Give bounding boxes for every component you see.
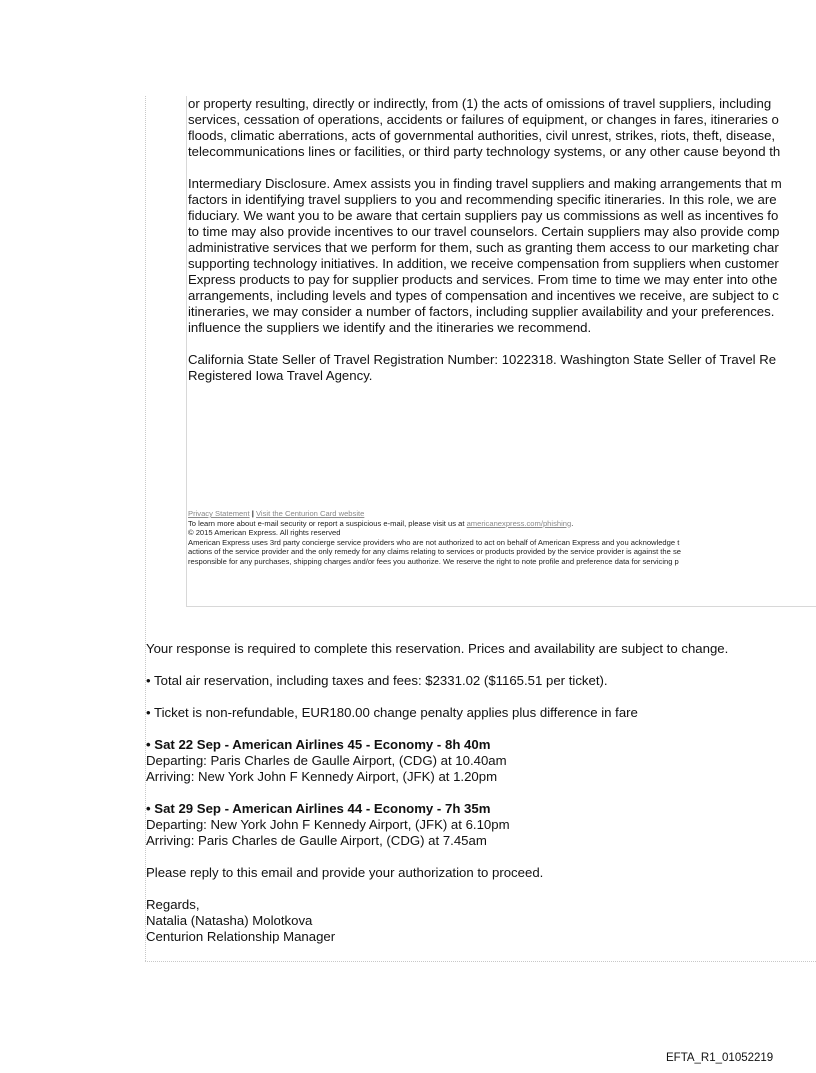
- copyright-notice: © 2015 American Express. All rights reserved: [188, 528, 341, 538]
- outbound-arriving: Arriving: New York John F Kennedy Airport, (JFK) at 1.20pm: [146, 769, 498, 784]
- document-id: EFTA_R1_01052219: [666, 1052, 774, 1064]
- text-line: to time may also provide incentives to our travel counselors. Certain suppliers may also provide comp: [188, 224, 780, 239]
- text-line: fiduciary. We want you to be aware that certain suppliers pay us commissions as well as incentives fo: [188, 208, 779, 223]
- security-notice: [188, 519, 816, 529]
- text-line: arrangements, including levels and types of compensation and incentives we receive, are subject to c: [188, 288, 779, 303]
- signature: [146, 897, 816, 945]
- link-separator: |: [251, 509, 254, 518]
- text-line: Registered Iowa Travel Agency.: [188, 368, 373, 383]
- seller-of-travel-paragraph: [188, 352, 816, 384]
- text-line: factors in identifying travel suppliers to you and recommending specific itineraries. In this role, we are: [188, 192, 777, 207]
- text-line: administrative services that we perform for them, such as granting them access to our marketing char: [188, 240, 779, 255]
- text-line: itineraries, we may consider a number of factors, including supplier availability and your preferences.: [188, 304, 775, 319]
- footer-links: [188, 509, 816, 519]
- security-notice-text: To learn more about e-mail security or report a suspicious e-mail, please visit us at: [188, 518, 467, 528]
- signoff: Regards,: [146, 897, 200, 912]
- return-departing: Departing: New York John F Kennedy Airport, (JFK) at 6.10pm: [146, 817, 510, 832]
- text-line: or property resulting, directly or indirectly, from (1) the acts of omissions of travel suppliers, including: [188, 96, 772, 111]
- text-line: Intermediary Disclosure. Amex assists you in finding travel suppliers and making arrangements that m: [188, 176, 782, 191]
- liability-paragraph: [188, 96, 816, 160]
- intro-text: Your response is required to complete this reservation. Prices and availability are subject to change.: [146, 641, 729, 656]
- outbound-flight-heading: • Sat 22 Sep - American Airlines 45 - Economy - 8h 40m: [146, 737, 491, 752]
- text-line: services, cessation of operations, accidents or failures of equipment, or changes in fares, itineraries o: [188, 112, 779, 127]
- text-line: California State Seller of Travel Registration Number: 1022318. Washington State Seller of Travel Re: [188, 352, 777, 367]
- reply-request: Please reply to this email and provide your authorization to proceed.: [146, 865, 544, 880]
- concierge-disclaimer-line: American Express uses 3rd party concierge service providers who are not authorized to act on behalf of American Express and you acknowledge t: [188, 537, 680, 547]
- return-flight-heading: • Sat 29 Sep - American Airlines 44 - Economy - 7h 35m: [146, 801, 491, 816]
- privacy-statement-link[interactable]: Privacy Statement: [188, 509, 250, 518]
- text-line: supporting technology initiatives. In addition, we receive compensation from suppliers when customer: [188, 256, 779, 271]
- text-line: floods, climatic aberrations, acts of governmental authorities, civil unrest, strikes, riots, theft, disease,: [188, 128, 776, 143]
- email-body-bottom-rule: [145, 961, 816, 962]
- text-line: telecommunications lines or facilities, or third party technology systems, or any other cause beyond th: [188, 144, 781, 159]
- total-price-item: • Total air reservation, including taxes and fees: $2331.02 ($1165.51 per ticket).: [146, 673, 608, 688]
- concierge-disclaimer-line: responsible for any purchases, shipping charges and/or fees you authorize. We reserve the right to note profile and preference data for servicing p: [188, 556, 679, 566]
- reservation-message: [146, 641, 816, 945]
- concierge-disclaimer-line: actions of the service provider and the only remedy for any claims relating to services or products provided by the service provider is against the se: [188, 547, 681, 557]
- outbound-departing: Departing: Paris Charles de Gaulle Airport, (CDG) at 10.40am: [146, 753, 507, 768]
- text-line: Express products to pay for supplier products and services. From time to time we may enter into othe: [188, 272, 778, 287]
- return-arriving: Arriving: Paris Charles de Gaulle Airport, (CDG) at 7.45am: [146, 833, 487, 848]
- sender-title: Centurion Relationship Manager: [146, 929, 336, 944]
- sender-name: Natalia (Natasha) Molotkova: [146, 913, 313, 928]
- return-flight: [146, 801, 816, 849]
- outbound-flight: [146, 737, 816, 785]
- ticket-policy-item: • Ticket is non-refundable, EUR180.00 change penalty applies plus difference in fare: [146, 705, 638, 720]
- centurion-card-website-link[interactable]: Visit the Centurion Card website: [256, 509, 365, 518]
- text-line: influence the suppliers we identify and the itineraries we recommend.: [188, 320, 592, 335]
- intermediary-disclosure-paragraph: [188, 176, 816, 336]
- phishing-link[interactable]: americanexpress.com/phishing: [466, 518, 572, 528]
- email-footer: [188, 509, 816, 567]
- legal-terms: [188, 96, 816, 400]
- security-notice-period: .: [571, 518, 574, 528]
